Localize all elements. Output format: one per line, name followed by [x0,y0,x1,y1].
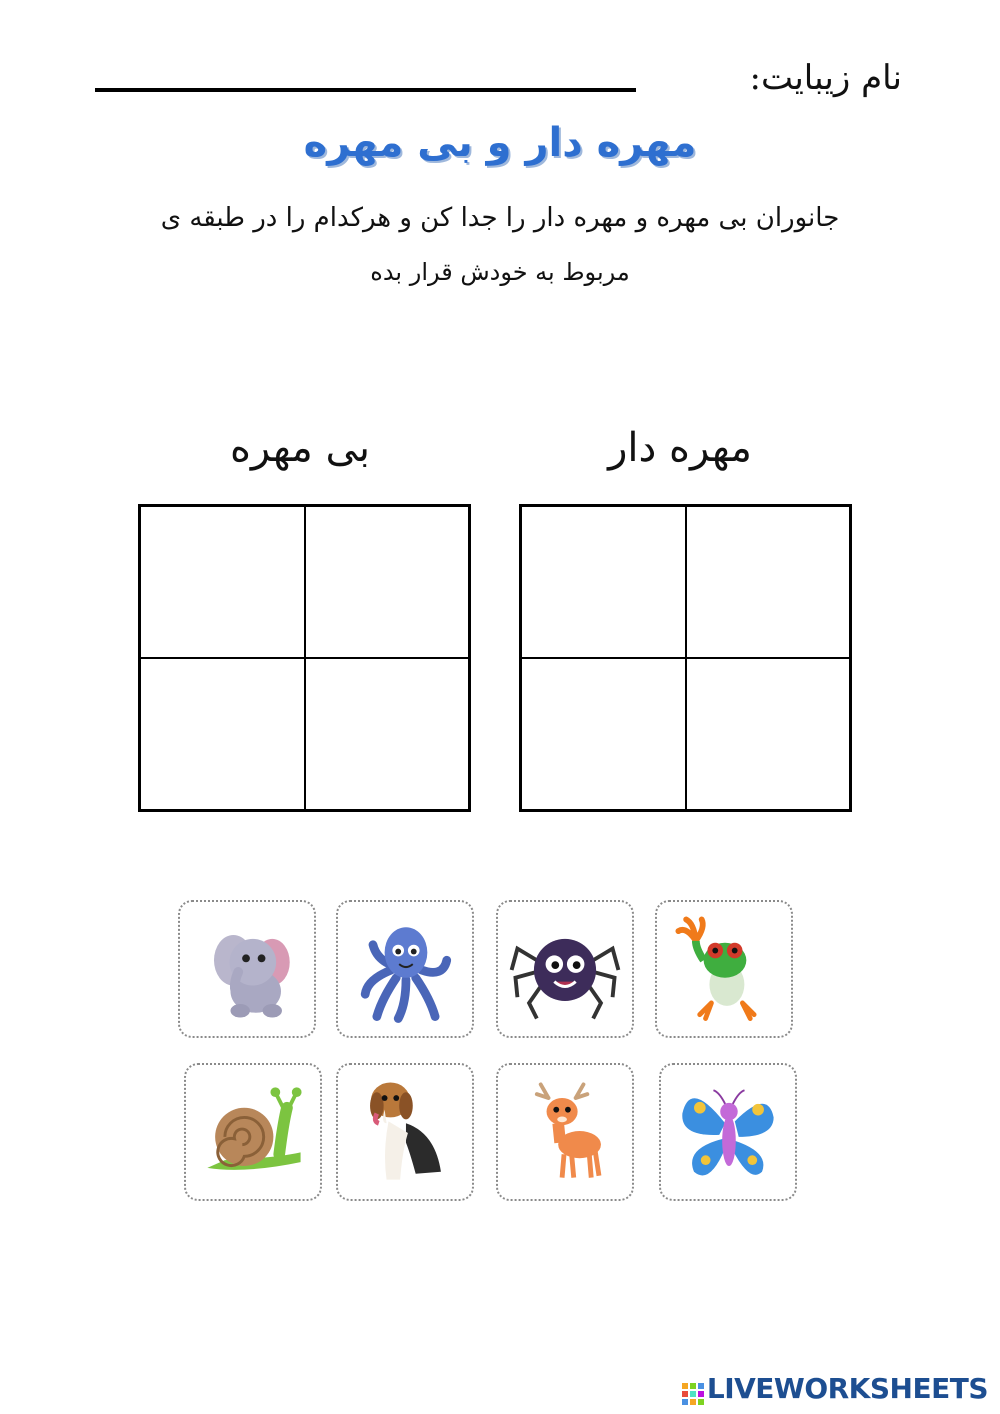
dog-icon [338,1065,472,1199]
drop-zone[interactable] [140,506,305,658]
brand-text: LIVEWORKSHEETS [706,1372,988,1405]
drop-zone[interactable] [305,658,470,810]
card-dog[interactable] [336,1063,474,1201]
card-frog[interactable] [655,900,793,1038]
vertebrate-heading: مهره دار [608,425,752,471]
name-label: نام زیبایت: [749,58,902,98]
card-snail[interactable] [184,1063,322,1201]
instruction-line-1: جانوران بی مهره و مهره دار را جدا کن و هرکدام را در طبقه ی [160,203,840,233]
deer-icon [498,1065,632,1199]
octopus-icon [338,902,472,1036]
spider-icon [498,902,632,1036]
instruction-line-2: مربوط به خودش قرار بده [370,258,630,286]
drop-zone[interactable] [521,506,686,658]
drop-zone[interactable] [521,658,686,810]
drop-zone[interactable] [140,658,305,810]
butterfly-icon [661,1065,795,1199]
liveworksheets-logo [682,1372,988,1405]
card-octopus[interactable] [336,900,474,1038]
card-spider[interactable] [496,900,634,1038]
elephant-icon [180,902,314,1036]
drop-zone[interactable] [686,658,851,810]
frog-icon [657,902,791,1036]
drop-zone[interactable] [686,506,851,658]
snail-icon [186,1065,320,1199]
invertebrate-heading: بی مهره [229,425,371,471]
drop-zone[interactable] [305,506,470,658]
liveworksheets-icon [682,1379,704,1401]
name-input-line[interactable] [95,88,636,92]
card-deer[interactable] [496,1063,634,1201]
card-butterfly[interactable] [659,1063,797,1201]
card-elephant[interactable] [178,900,316,1038]
invertebrate-drop-grid [138,504,471,812]
worksheet-title: مهره دار و بی مهره [303,120,697,166]
vertebrate-drop-grid [519,504,852,812]
